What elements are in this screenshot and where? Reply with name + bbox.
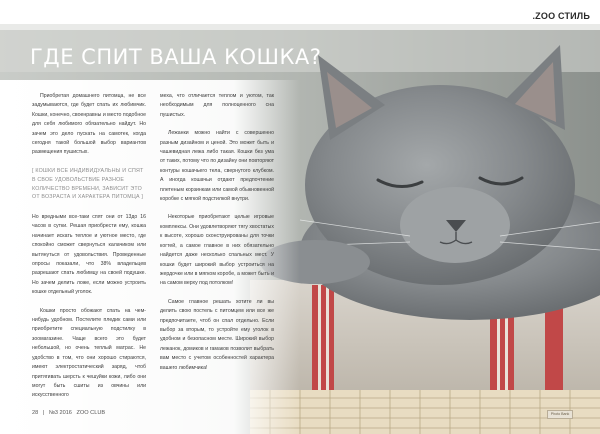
magazine-name: ZOO CLUB bbox=[76, 410, 106, 416]
text-column-left bbox=[32, 92, 146, 158]
paragraph: Лежанки можно найти с совершенно разным дизайном и ценой. Это может быть и чашевидная лежа либо такая. Кошки без ума от таких, потому что по дизайну они повторяют контуры кошачьего тела, свернутого клубком. А иногда кошачьи отдают предпочтение плетеным корзинкам или самой обыкновенной коробке с мягкой подстилкой внутри. bbox=[160, 130, 274, 203]
paragraph: Но вредными все-таки спят они от 13до 16 часов в сутки. Решая приобрести ему, кошка начинает искать теплое и уютное место, где спокойно сможет свернуться калачиком или вытянуться от удовольствия. Проведенные опросы показали, что 38% владельцев разрешают спать любимцу на своей подушке. Но зачем делить ложе, если можно устроить кошке отдельный уголок. bbox=[32, 214, 146, 296]
page-footer bbox=[32, 410, 108, 416]
issue-label: №3 2016 bbox=[48, 410, 72, 416]
paragraph: Приобретая домашнего питомца, не все задумываются, где будет спать их любимчик. Кошки, конечно, своенравны и место подобное для себя любимого обязательно найдут. Но зачем это дело пускать на самотек, когда сегодня такой большой выбор вариантов размещения пушистых. bbox=[32, 93, 146, 156]
separator: | bbox=[42, 410, 45, 416]
text-column-right bbox=[160, 92, 274, 373]
paragraph: Самое главное решать хотите ли вы делить свою постель с питомцем или все же предпочитаете, чтоб он спал отдельно. Если выбор за вторым, то устройте ему уголок в удобном и безопасном месте. Широкий выбор лежанок, домиков и гамаков позволит выбрать вам место с учетом особенностей характера вашего любимчика! bbox=[160, 298, 274, 371]
article-title: ГДЕ СПИТ ВАША КОШКА? bbox=[30, 45, 322, 69]
paragraph: меха, что отличается теплом и уютом, так необходимым для полноценного сна пушистых. bbox=[160, 93, 274, 118]
paragraph: Некоторые приобретают целые игровые комплексы. Они удовлетворяют тягу хвостатых к высоте, хорошо сконструированы для точки когтей, а самое главное в них обязательно найдется даже несколько спальных мест. У кошки будет широкий выбор устроиться на жердочке или в мягком коробе, а может быть и на самом верху под потолком! bbox=[160, 214, 274, 287]
text-column-left-continued bbox=[32, 213, 146, 401]
section-label: .ZOO СТИЛЬ bbox=[532, 11, 590, 21]
pull-quote: [ КОШКИ ВСЕ ИНДИВИДУАЛЬНЫ И СПЯТ В СВОЕ УДОВОЛЬСТВИЕ РАЗНОЕ КОЛИЧЕСТВО ВРЕМЕНИ, ЗАВИСИТ ЭТО ОТ ВОЗРАСТА И ХАРАКТЕРА ПИТОМЦА ] bbox=[32, 168, 144, 201]
paragraph: Кошки просто обожают спать на чем-нибудь удобном. Постелите пледик сами или приобретите специальную подстилку в зоомагазине. Чаще всего это будет небольшой, но очень теплый матрас. Не удобство в том, что они хорошо стираются, имеют электростатический заряд, чтоб притягивать шерсть к чешуйки кожи, либо они могут быть сшиты из овчины или искусственного bbox=[32, 307, 146, 399]
photo-credit-stamp: Photo Bank bbox=[547, 410, 573, 419]
page-number: 28 bbox=[32, 410, 39, 416]
